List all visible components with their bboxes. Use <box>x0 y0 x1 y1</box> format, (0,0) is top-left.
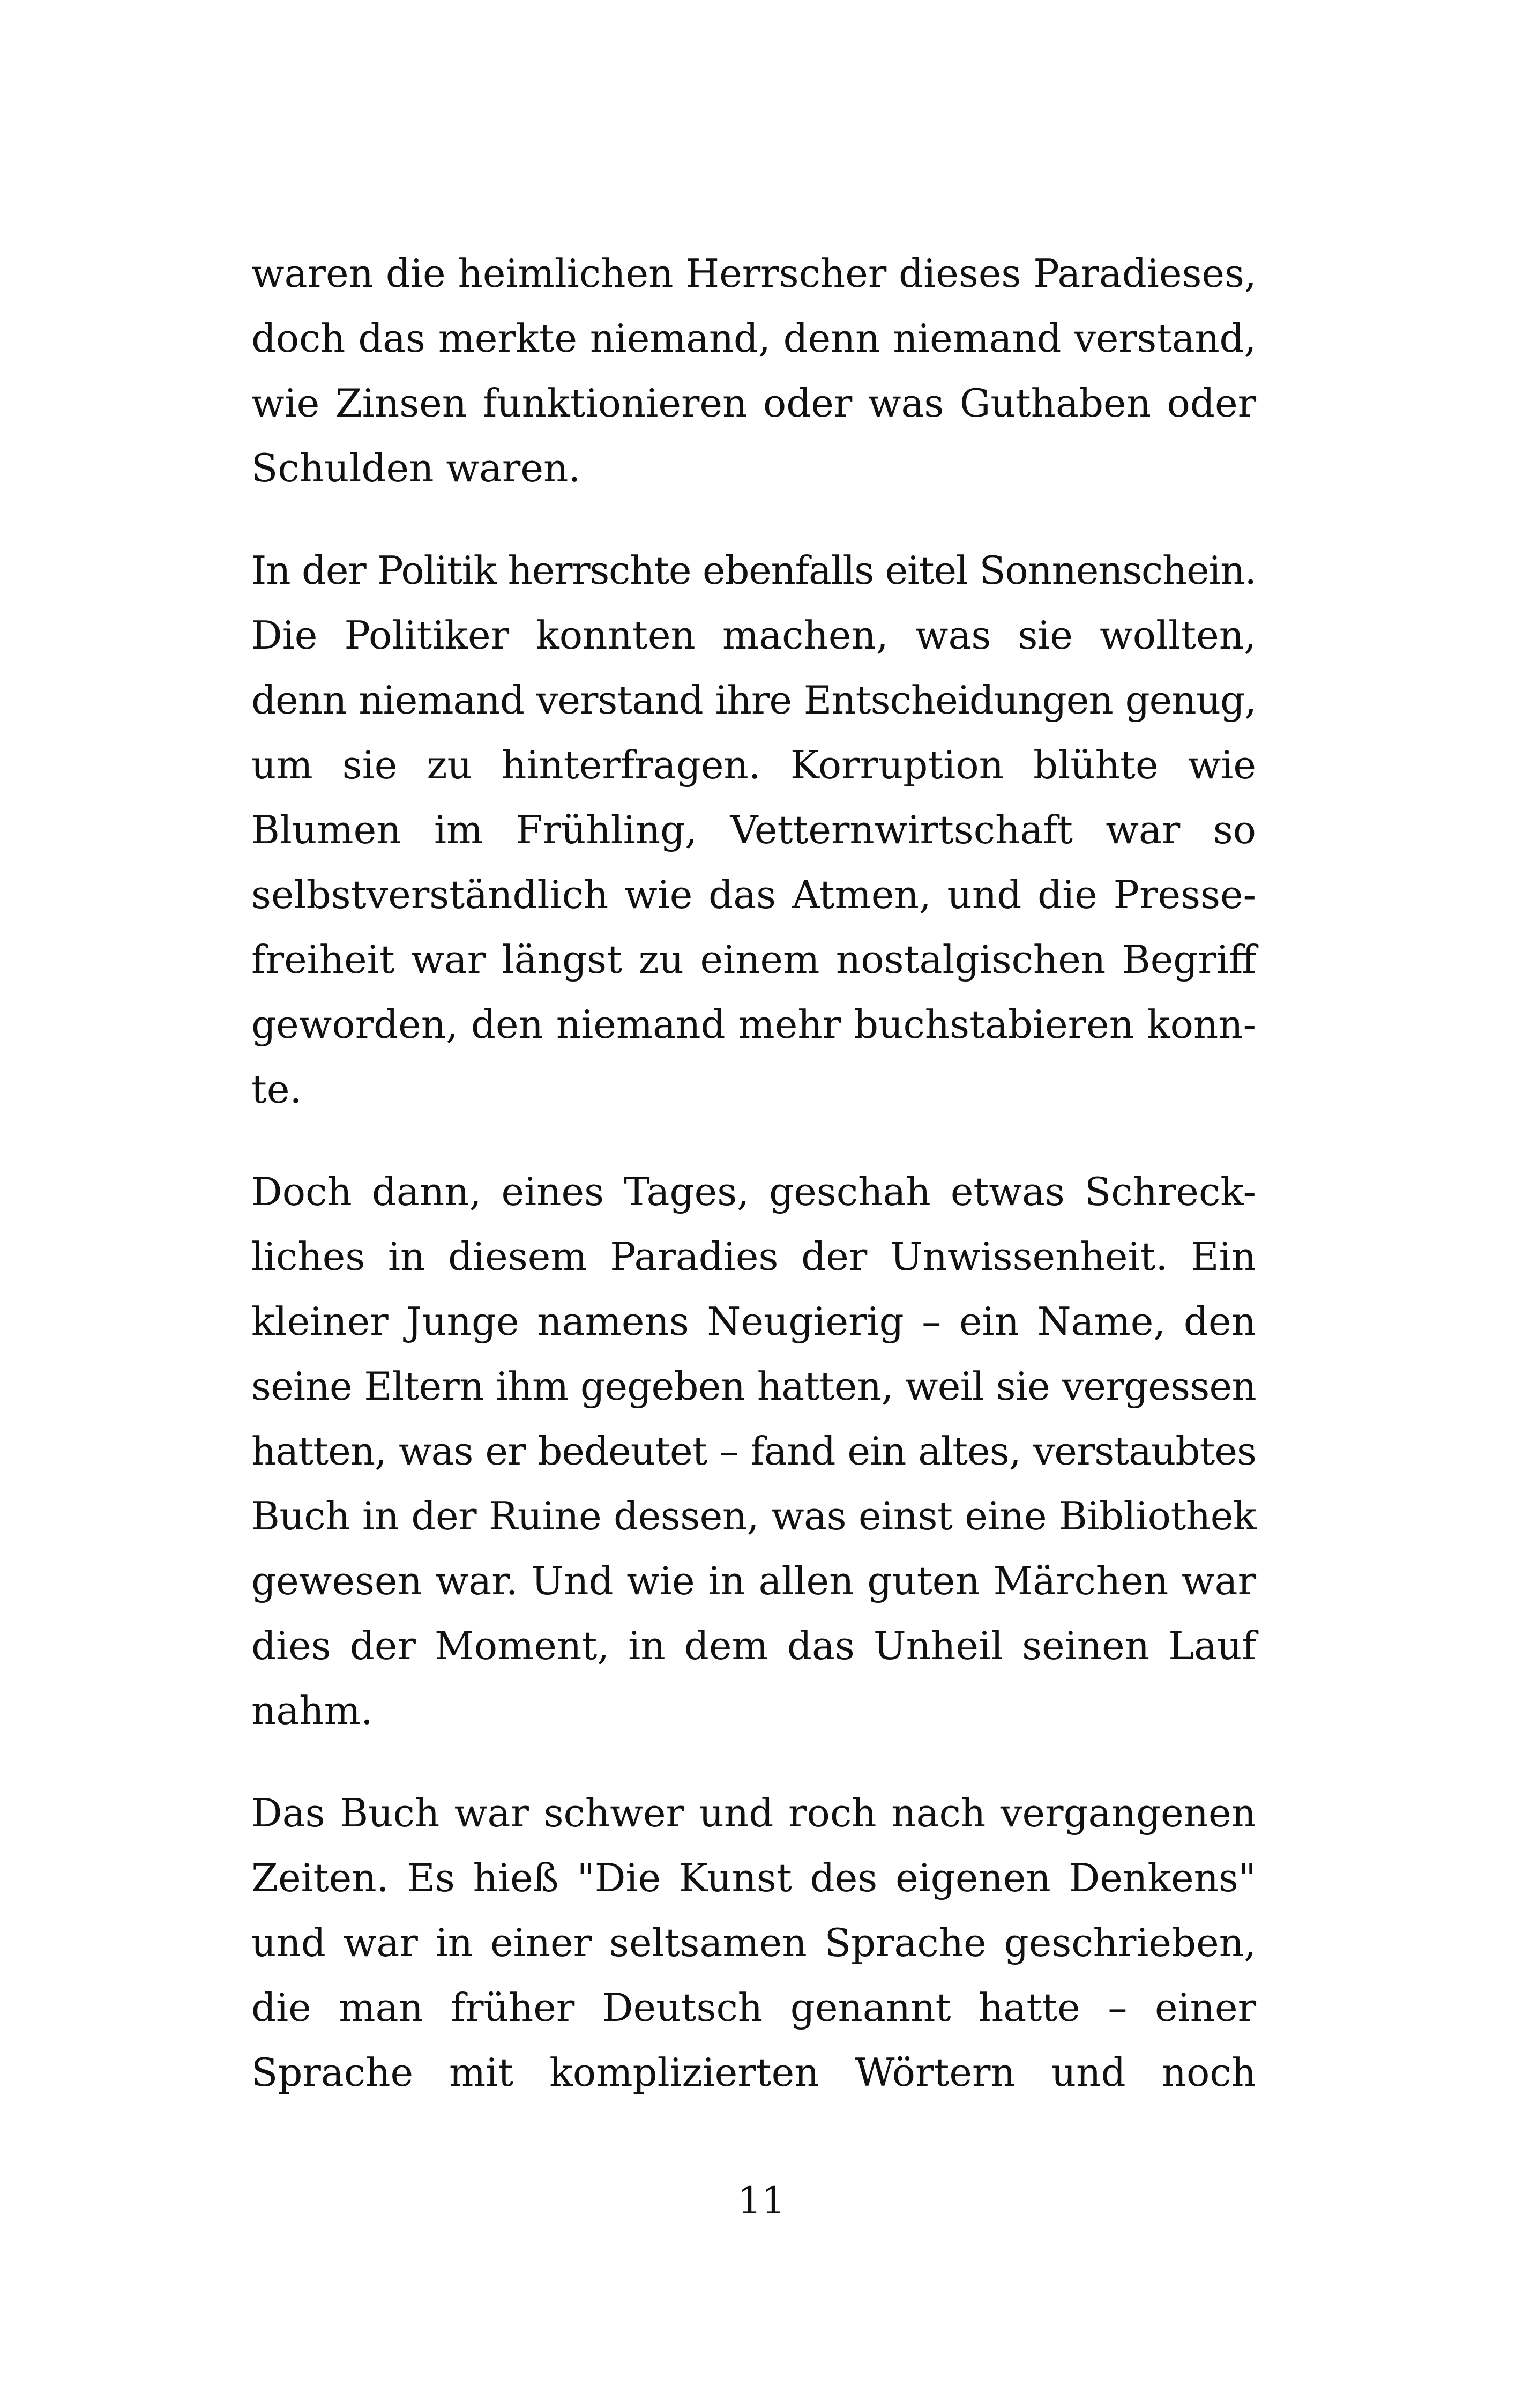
text-line: die man früher Deutsch genannt hatte – einer <box>251 1985 1256 2030</box>
paragraph-2 <box>251 538 1256 1122</box>
text-line: hatten, was er bedeutet – fand ein altes, verstaubtes <box>251 1429 1256 1474</box>
text-line: nahm. <box>251 1688 373 1733</box>
text-line: kleiner Junge namens Neugierig – ein Name, den <box>251 1299 1256 1344</box>
paragraph-3 <box>251 1160 1256 1743</box>
text-line: und war in einer seltsamen Sprache geschrieben, <box>251 1920 1256 1965</box>
text-line: Doch dann, eines Tages, geschah etwas Schreck- <box>251 1169 1256 1214</box>
body-text <box>251 241 1256 2105</box>
text-line: Blumen im Frühling, Vetternwirtschaft war so <box>251 807 1256 852</box>
text-line: liches in diesem Paradies der Unwissenheit. Ein <box>251 1234 1256 1279</box>
text-line: gewesen war. Und wie in allen guten Märchen war <box>251 1558 1256 1603</box>
text-line: freiheit war längst zu einem nostalgischen Begriff <box>251 937 1256 982</box>
text-line: te. <box>251 1067 302 1112</box>
paragraph-4 <box>251 1781 1256 2105</box>
text-line: Schulden waren. <box>251 445 581 490</box>
text-line: denn niemand verstand ihre Entscheidungen genug, <box>251 678 1256 723</box>
text-line: selbstverständlich wie das Atmen, und die Presse- <box>251 872 1256 917</box>
text-line: Zeiten. Es hieß "Die Kunst des eigenen Denkens" <box>251 1855 1256 1900</box>
text-line: In der Politik herrschte ebenfalls eitel Sonnenschein. <box>251 548 1256 593</box>
text-line: Die Politiker konnten machen, was sie wollten, <box>251 613 1256 658</box>
text-line: dies der Moment, in dem das Unheil seinen Lauf <box>251 1623 1256 1668</box>
text-line: seine Eltern ihm gegeben hatten, weil sie vergessen <box>251 1364 1256 1409</box>
text-line: Das Buch war schwer und roch nach vergangenen <box>251 1790 1256 1835</box>
text-line: Buch in der Ruine dessen, was einst eine Bibliothek <box>251 1493 1256 1539</box>
text-line: Sprache mit komplizierten Wörtern und noch <box>251 2050 1256 2095</box>
text-line: wie Zinsen funktionieren oder was Guthaben oder <box>251 381 1256 426</box>
text-line: waren die heimlichen Herrscher dieses Paradieses, <box>251 251 1257 296</box>
page-number: 11 <box>737 2179 786 2223</box>
text-line: um sie zu hinterfragen. Korruption blühte wie <box>251 742 1256 787</box>
paragraph-1 <box>251 241 1256 501</box>
text-line: geworden, den niemand mehr buchstabieren konn- <box>251 1002 1256 1047</box>
text-line: doch das merkte niemand, denn niemand verstand, <box>251 316 1256 361</box>
